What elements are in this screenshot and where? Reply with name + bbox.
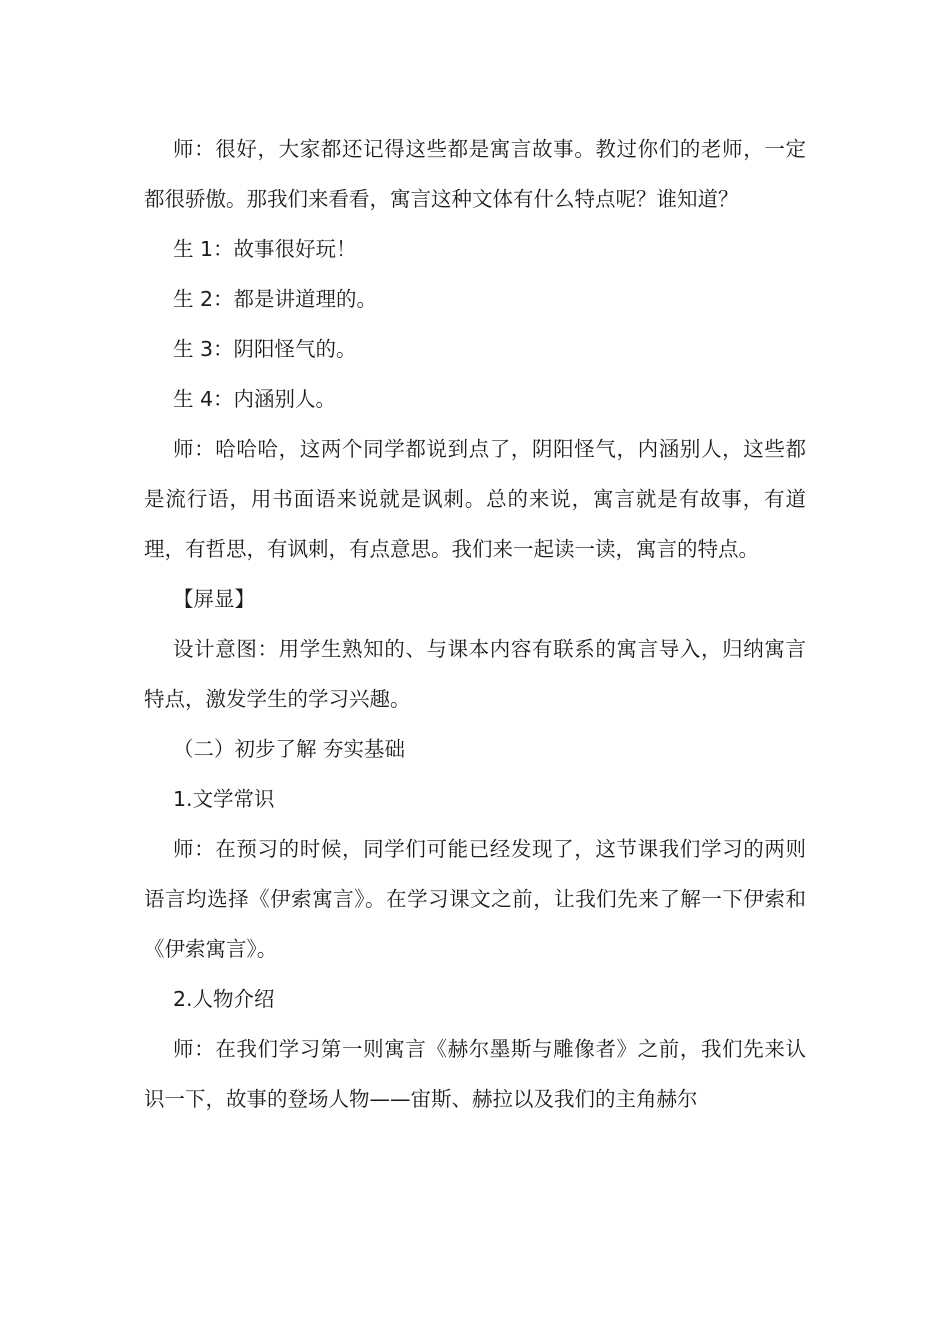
teacher-summary-paragraph: 师：哈哈哈，这两个同学都说到点了，阴阳怪气，内涵别人，这些都是流行语，用书面语来说就是讽刺。总的来说，寓言就是有故事，有道理，有哲思，有讽刺，有点意思。我们来一起读一读，寓言的特点。	[144, 437, 806, 561]
teacher-character-paragraph: 师：在我们学习第一则寓言《赫尔墨斯与雕像者》之前，我们先来认识一下，故事的登场人物——宙斯、赫拉以及我们的主角赫尔	[144, 1037, 806, 1111]
screen-display-label: 【屏显】	[173, 587, 255, 611]
student-3-answer: 生 3：阴阳怪气的。	[173, 337, 357, 361]
document-body	[144, 124, 806, 1124]
student-2-answer: 生 2：都是讲道理的。	[173, 287, 378, 311]
teacher-question-paragraph: 师：很好，大家都还记得这些都是寓言故事。教过你们的老师，一定都很骄傲。那我们来看看，寓言这种文体有什么特点呢？谁知道？	[144, 137, 806, 211]
design-intent-paragraph: 设计意图：用学生熟知的、与课本内容有联系的寓言导入，归纳寓言特点，激发学生的学习兴趣。	[144, 637, 806, 711]
student-1-answer: 生 1：故事很好玩！	[173, 237, 357, 261]
section-heading-2: （二）初步了解 夯实基础	[173, 737, 406, 761]
subheading-character-intro: 2.人物介绍	[173, 987, 275, 1011]
student-4-answer: 生 4：内涵别人。	[173, 387, 337, 411]
teacher-aesop-intro-paragraph: 师：在预习的时候，同学们可能已经发现了，这节课我们学习的两则语言均选择《伊索寓言》。在学习课文之前，让我们先来了解一下伊索和《伊索寓言》。	[144, 837, 806, 961]
subheading-literary-knowledge: 1.文学常识	[173, 787, 275, 811]
